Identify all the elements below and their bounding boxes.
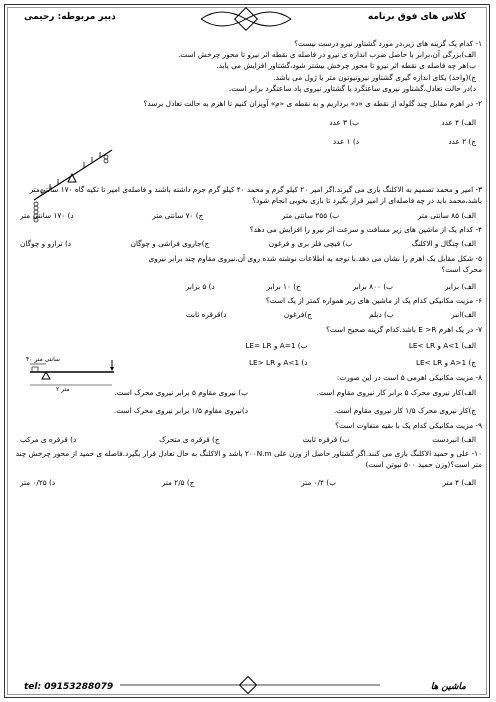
q9-option: د) قرقره ی مرکب [20,435,77,445]
q3-option: ب) ۲۵۵ سانتی متر [281,211,340,221]
header-title: کلاس های فوق برنامه [367,12,466,22]
question-3: ۳- امیر و محمد تصمیم به الاکلنگ بازی می گیرند.اگر امیر ۲۰ کیلو گرم و محمد ۴۰ کیلو گرم جرم داشته باشند و فاصله‌ی امیر تا تکیه گاه ۱۷۰ سانتی‌متر باشد،محمد باید در چه فاصله‌ای از امیر قرار بگیرد تا بازی بخوبی انجام شود؟ [29,184,482,205]
question-9: ۹- مزیت مکانیکی کدام یک با بقیه متفاوت است؟ [335,420,482,430]
q1-option: ج)(واحد) یکای اندازه گیری گشتاور نیرونیوتون متر یا ژول می باشد. [273,72,476,82]
question-5: ۵- شکل مقابل یک اهرم را نشان می دهد.با توجه به اطلاعات نوشته شده روی آن،نیروی مقاوم چند برابر نیروی محرک است؟ [148,253,482,274]
q3-option: ج) ۷۰ سانتی متر [152,211,204,221]
q4-option: الف) چنگال و الاکلنگ [411,239,476,249]
q8-option: ب) نیروی مقاوم ۵ برابر نیروی محرک است. [114,388,248,398]
q1-option: الف)بزرگی آن،برابر با حاصل ضرب اندازه ی نیرو در فاصله ی نقطه اثر نیرو تا محور چرخش است. [177,50,476,60]
q7-option: د) A<1 و LE> LR [248,358,308,368]
q2-option: ب) ۳ عدد [329,118,359,128]
q9-option: ب) قرقره ثابت [302,435,350,445]
q7-option: ب) A=1 و LE= LR [245,340,308,350]
q2-option: ج) ۲ عدد [448,137,476,147]
q6-option: ج)فرغون [283,310,312,320]
q9-option: ج) قرقره ی متحرک [159,435,220,445]
question-7: ۷- در یک اهرم E >R باشد.کدام گزینه صحیح است؟ [325,324,482,334]
q5-option: ب) ۸۰۰ برابر [352,282,393,292]
q5-option: د) ۵ برابر [185,282,215,292]
question-1: ۱- کدام یک گزینه های زیر،در مورد گشتاور نیرو درست نیست؟ [294,39,482,48]
q10-option: د) ۰/۲۵ متر [20,477,56,487]
q6-option: ب) دیلم [369,310,394,320]
q10-option: ب) ۰/۴ متر [301,477,336,487]
question-8: ۸- مزیت مکانیکی اهرمی ۵ است در این صورت: [336,373,482,383]
question-6: ۶- مزیت مکانیکی کدام یک از ماشین های زیر همواره کمتر از یک است؟ [265,296,482,306]
q10-option: ج) ۲/۵ متر [161,477,195,487]
question-10: ۱۰- علی و حمید الاکلنگ بازی می کنند.اگر گشتاور حاصل از وزن علی ۲۰۰N.m باشد و الاکلنگ به حال تعادل قرار بگیرد.فاصله ی حمید از محور چرخش چند متر است؟(وزن حمید ۵۰۰ نیوتن است) [15,449,482,470]
footer-phone: tel: 09153288079 [24,682,114,692]
footer-topic: ماشین ها [430,682,466,692]
q5-option: ج) ۱۰ برابر [266,282,301,292]
question-list [14,38,482,488]
q4-option: د) ترازو و چوگان [20,239,72,249]
q5-option: الف) برابر [444,282,476,292]
footer-ornament [120,676,380,694]
q6-option: د)قرقره ثابت [185,310,227,320]
q8-option: ج)کار نیروی محرک ۱/۵ کار نیروی مقاوم است. [333,405,476,415]
q3-option: الف) ۸۵ سانتی متر [417,211,476,221]
q2-option: د) ۱ عدد [332,137,359,147]
q4-option: ج)جاروی فراشی و چوگان [130,239,210,249]
q8-option: د)نیروی مقاوم ۱/۵ برابر نیروی محرک است. [113,405,248,415]
q2-option: الف) ۴ عدد [441,118,476,128]
question-4: ۴- کدام یک از ماشین های زیر مسافت و سرعت اثر نیرو را افزایش می دهد؟ [249,225,482,235]
q9-option: الف) انبردست [432,435,476,445]
q7-option: الف) A<1 و LE< LR [408,340,476,350]
question-2: ۲- در اهرم مقابل چند گلوله از نقطه ی «د» برداریم و به نقطه ی «م» آویزان کنیم تا اهرم به حالت تعادل برسد؟ [143,99,482,109]
q1-option: د)در حالت تعادل،گشتاور نیروی ساعتگرد با گشتاور نیروی پاد ساعتگرد برابر است. [228,83,476,93]
lever-balls-figure [28,144,120,224]
q7-option: ج) A>1 و LE< LR [415,358,476,368]
header-teacher: دبیر مربوطه: رحیمی [24,12,116,22]
header-ornament [196,5,296,33]
q1-option: ب)هر چه فاصله ی نقطه اثر نیرو تا محور چرخش بیشتر شود،گشتاور افزایش می یابد. [216,61,476,71]
figure2-top-label: ۴۰ سانتی متر [26,356,60,363]
q4-option: ب) قیچی فلز بری و فرغون [268,239,353,249]
q6-option: الف)انبر [451,310,476,320]
figure2-bottom-label: ۲ متر [56,386,70,393]
q3-option: د) ۱۷۰ سانتی متر [20,211,74,221]
q8-option: الف)کار نیروی محرک ۵ برابر کار نیروی مقاوم است. [316,388,476,398]
q10-option: الف) ۴ متر [442,477,476,487]
